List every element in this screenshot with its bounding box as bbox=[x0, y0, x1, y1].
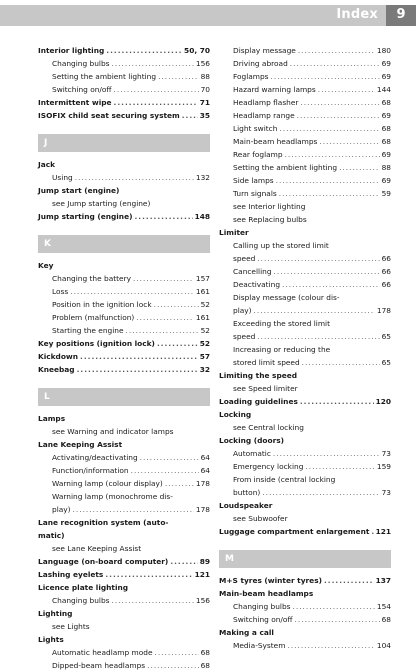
leader-dots bbox=[290, 57, 380, 70]
entry-text: see Replacing bulbs bbox=[233, 215, 307, 224]
header-title-bar bbox=[0, 5, 386, 26]
leader-dots bbox=[136, 311, 194, 324]
leader-dots bbox=[371, 525, 373, 538]
index-entry[interactable] bbox=[38, 210, 210, 223]
page-reference: 157 bbox=[195, 274, 210, 283]
leader-dots bbox=[165, 477, 194, 490]
leader-dots bbox=[276, 174, 380, 187]
entry-text: play) bbox=[52, 505, 71, 514]
index-entry[interactable] bbox=[38, 350, 210, 363]
index-entry[interactable] bbox=[38, 96, 210, 109]
entry-text: Locking (doors) bbox=[219, 436, 284, 445]
leader-dots bbox=[271, 70, 380, 83]
index-subentry[interactable] bbox=[219, 148, 391, 161]
index-entry[interactable] bbox=[38, 44, 210, 57]
index-subentry[interactable] bbox=[219, 57, 391, 70]
entry-text: Key positions (ignition lock) bbox=[38, 339, 155, 348]
page-number: 9 bbox=[396, 7, 406, 22]
leader-dots bbox=[305, 460, 375, 473]
index-subentry[interactable] bbox=[38, 324, 210, 337]
index-subentry[interactable] bbox=[219, 278, 391, 291]
index-subentry[interactable] bbox=[38, 503, 210, 516]
leader-dots bbox=[300, 395, 374, 408]
entry-text: Lighting bbox=[38, 609, 73, 618]
entry-text: Problem (malfunction) bbox=[52, 313, 135, 322]
page-reference: 156 bbox=[195, 596, 210, 605]
page-reference: 52 bbox=[200, 326, 210, 335]
index-entry[interactable] bbox=[219, 434, 391, 447]
leader-dots bbox=[257, 330, 379, 343]
index-subentry[interactable] bbox=[38, 311, 210, 324]
entry-text: Loading guidelines bbox=[219, 397, 298, 406]
page-reference: 132 bbox=[195, 173, 210, 182]
entry-text: Increasing or reducing the bbox=[233, 345, 331, 354]
index-entry[interactable] bbox=[38, 568, 210, 581]
page-reference: 88 bbox=[200, 72, 210, 81]
leader-dots bbox=[319, 135, 379, 148]
entry-text: Limiting the speed bbox=[219, 371, 298, 380]
page-header bbox=[0, 0, 416, 30]
index-subentry[interactable] bbox=[219, 356, 391, 369]
entry-text: see Speed limiter bbox=[233, 384, 298, 393]
index-entry[interactable] bbox=[38, 633, 210, 646]
index-subentry[interactable] bbox=[219, 187, 391, 200]
entry-text: Media-System bbox=[233, 641, 286, 650]
page-reference: 161 bbox=[195, 287, 210, 296]
leader-dots bbox=[131, 464, 199, 477]
index-subentry[interactable] bbox=[38, 620, 210, 633]
entry-text: Calling up the stored limit bbox=[233, 241, 329, 250]
page-reference: 137 bbox=[375, 576, 391, 585]
entry-text: Position in the ignition lock bbox=[52, 300, 152, 309]
leader-dots bbox=[73, 503, 194, 516]
index-entry[interactable] bbox=[38, 438, 210, 451]
index-entry[interactable] bbox=[38, 555, 210, 568]
entry-text: Changing bulbs bbox=[52, 596, 110, 605]
index-subentry[interactable] bbox=[219, 330, 391, 343]
page-reference: 65 bbox=[381, 358, 391, 367]
index-column-right bbox=[219, 44, 391, 652]
entry-text: ISOFIX child seat securing system bbox=[38, 111, 180, 120]
leader-dots bbox=[157, 337, 198, 350]
page-reference: 57 bbox=[199, 352, 210, 361]
entry-text: Hazard warning lamps bbox=[233, 85, 316, 94]
page-reference: 52 bbox=[200, 300, 210, 309]
leader-dots bbox=[147, 659, 198, 672]
page-reference: 159 bbox=[376, 462, 391, 471]
leader-dots bbox=[300, 96, 379, 109]
entry-text: stored limit speed bbox=[233, 358, 300, 367]
index-subentry[interactable] bbox=[38, 70, 210, 83]
index-subentry[interactable] bbox=[219, 382, 391, 395]
index-entry[interactable] bbox=[219, 499, 391, 512]
page-reference: 178 bbox=[195, 479, 210, 488]
entry-text: Loudspeaker bbox=[219, 501, 273, 510]
index-subentry[interactable] bbox=[219, 135, 391, 148]
leader-dots bbox=[293, 600, 375, 613]
page-reference: 68 bbox=[381, 124, 391, 133]
entry-text: Rear foglamp bbox=[233, 150, 283, 159]
entry-text: Warning lamp (monochrome dis- bbox=[52, 492, 173, 501]
index-subentry[interactable] bbox=[38, 659, 210, 672]
page-number-box bbox=[386, 5, 416, 26]
index-entry[interactable] bbox=[219, 626, 391, 639]
index-subentry[interactable] bbox=[219, 613, 391, 626]
index-subentry[interactable] bbox=[38, 490, 210, 503]
leader-dots bbox=[140, 451, 199, 464]
index-entry[interactable] bbox=[219, 587, 391, 600]
page-reference: 180 bbox=[376, 46, 391, 55]
index-entry[interactable] bbox=[219, 226, 391, 239]
leader-dots bbox=[254, 304, 375, 317]
page-reference: 178 bbox=[195, 505, 210, 514]
entry-text: Headlamp flasher bbox=[233, 98, 299, 107]
leader-dots bbox=[126, 324, 199, 337]
entry-text: Changing bulbs bbox=[233, 602, 291, 611]
page-title: Index bbox=[336, 7, 378, 22]
page-reference: 50, 70 bbox=[184, 46, 210, 55]
section-spacer bbox=[38, 122, 210, 132]
index-subentry[interactable] bbox=[38, 594, 210, 607]
entry-text: Lane Keeping Assist bbox=[38, 440, 123, 449]
page-reference: 69 bbox=[381, 111, 391, 120]
index-entry[interactable] bbox=[38, 109, 210, 122]
entry-text: Switching on/off bbox=[52, 85, 112, 94]
index-entry[interactable] bbox=[38, 607, 210, 620]
index-entry[interactable] bbox=[219, 395, 391, 408]
index-subentry[interactable] bbox=[38, 464, 210, 477]
page-reference: 88 bbox=[381, 163, 391, 172]
index-subentry[interactable] bbox=[219, 473, 391, 486]
index-subentry[interactable] bbox=[38, 272, 210, 285]
page-reference: 70 bbox=[200, 85, 210, 94]
index-entry[interactable] bbox=[38, 337, 210, 350]
page-reference: 65 bbox=[381, 332, 391, 341]
page-reference: 120 bbox=[375, 397, 391, 406]
index-subentry[interactable] bbox=[38, 542, 210, 555]
entry-text: Emergency locking bbox=[233, 462, 304, 471]
index-subentry[interactable] bbox=[38, 171, 210, 184]
section-spacer bbox=[219, 538, 391, 548]
entry-text: Display message (colour dis- bbox=[233, 293, 340, 302]
leader-dots bbox=[298, 44, 375, 57]
page-reference: 66 bbox=[381, 267, 391, 276]
entry-text: Loss bbox=[52, 287, 69, 296]
page-reference: 68 bbox=[381, 615, 391, 624]
leader-dots bbox=[77, 363, 198, 376]
index-subentry[interactable] bbox=[219, 512, 391, 525]
index-subentry[interactable] bbox=[219, 239, 391, 252]
index-subentry[interactable] bbox=[38, 477, 210, 490]
index-entry[interactable] bbox=[38, 581, 210, 594]
index-subentry[interactable] bbox=[219, 600, 391, 613]
index-subentry[interactable] bbox=[38, 197, 210, 210]
entry-text: button) bbox=[233, 488, 261, 497]
section-spacer bbox=[38, 376, 210, 386]
page-reference: 64 bbox=[200, 453, 210, 462]
entry-text: Switching on/off bbox=[233, 615, 293, 624]
entry-text: Language (on-board computer) bbox=[38, 557, 169, 566]
index-subentry[interactable] bbox=[219, 447, 391, 460]
entry-text: Changing bulbs bbox=[52, 59, 110, 68]
page-reference: 89 bbox=[199, 557, 210, 566]
section-letter-header: K bbox=[38, 235, 210, 253]
entry-text: Dipped-beam headlamps bbox=[52, 661, 146, 670]
index-subentry[interactable] bbox=[219, 252, 391, 265]
entry-text: Main-beam headlamps bbox=[219, 589, 314, 598]
entry-text: Intermittent wipe bbox=[38, 98, 112, 107]
entry-text: Licence plate lighting bbox=[38, 583, 129, 592]
entry-text: see Lights bbox=[52, 622, 90, 631]
page-reference: 121 bbox=[375, 527, 391, 536]
leader-dots bbox=[274, 265, 380, 278]
entry-text: Display message bbox=[233, 46, 296, 55]
entry-text: Setting the ambient lighting bbox=[233, 163, 338, 172]
leader-dots bbox=[170, 555, 197, 568]
leader-dots bbox=[114, 83, 199, 96]
entry-text: Kneebag bbox=[38, 365, 75, 374]
index-subentry[interactable] bbox=[219, 343, 391, 356]
index-subentry[interactable] bbox=[38, 57, 210, 70]
page-reference: 52 bbox=[199, 339, 210, 348]
index-entry[interactable] bbox=[219, 408, 391, 421]
leader-dots bbox=[70, 285, 194, 298]
page-reference: 69 bbox=[381, 150, 391, 159]
index-subentry[interactable] bbox=[219, 122, 391, 135]
leader-dots bbox=[285, 148, 380, 161]
entry-text: Lights bbox=[38, 635, 64, 644]
index-subentry[interactable] bbox=[219, 265, 391, 278]
entry-text: Main-beam headlamps bbox=[233, 137, 318, 146]
leader-dots bbox=[134, 210, 192, 223]
index-entry[interactable] bbox=[219, 525, 391, 538]
index-entry[interactable] bbox=[219, 369, 391, 382]
index-subentry[interactable] bbox=[219, 486, 391, 499]
entry-text: Warning lamp (colour display) bbox=[52, 479, 163, 488]
page-reference: 121 bbox=[194, 570, 210, 579]
page-reference: 71 bbox=[199, 98, 210, 107]
entry-text: matic) bbox=[38, 531, 65, 540]
index-entry[interactable] bbox=[219, 574, 391, 587]
entry-text: Turn signals bbox=[233, 189, 277, 198]
entry-text: Function/information bbox=[52, 466, 129, 475]
entry-text: Kickdown bbox=[38, 352, 79, 361]
leader-dots bbox=[155, 646, 199, 659]
index-entry[interactable] bbox=[38, 158, 210, 171]
entry-text: Headlamp range bbox=[233, 111, 295, 120]
page-reference: 32 bbox=[199, 365, 210, 374]
leader-dots bbox=[75, 171, 194, 184]
entry-text: Automatic headlamp mode bbox=[52, 648, 153, 657]
index-entry[interactable] bbox=[38, 259, 210, 272]
page-reference: 68 bbox=[200, 648, 210, 657]
index-subentry[interactable] bbox=[219, 96, 391, 109]
entry-text: Limiter bbox=[219, 228, 249, 237]
leader-dots bbox=[282, 278, 380, 291]
leader-dots bbox=[112, 594, 194, 607]
entry-text: Automatic bbox=[233, 449, 271, 458]
index-subentry[interactable] bbox=[219, 317, 391, 330]
entry-text: Locking bbox=[219, 410, 252, 419]
page-reference: 161 bbox=[195, 313, 210, 322]
entry-text: Lane recognition system (auto- bbox=[38, 518, 169, 527]
page-reference: 69 bbox=[381, 59, 391, 68]
index-subentry[interactable] bbox=[38, 646, 210, 659]
index-subentry[interactable] bbox=[219, 174, 391, 187]
page-reference: 148 bbox=[194, 212, 210, 221]
page-reference: 69 bbox=[381, 176, 391, 185]
entry-text: speed bbox=[233, 254, 256, 263]
index-subentry[interactable] bbox=[219, 213, 391, 226]
page-reference: 156 bbox=[195, 59, 210, 68]
page-reference: 35 bbox=[199, 111, 210, 120]
page-reference: 69 bbox=[381, 72, 391, 81]
index-column-left bbox=[38, 44, 210, 672]
section-letter-header: J bbox=[38, 134, 210, 152]
page-reference: 144 bbox=[376, 85, 391, 94]
leader-dots bbox=[106, 44, 182, 57]
index-subentry[interactable] bbox=[38, 298, 210, 311]
index-subentry[interactable] bbox=[219, 304, 391, 317]
entry-text: see Jump starting (engine) bbox=[52, 199, 151, 208]
entry-text: Interior lighting bbox=[38, 46, 105, 55]
leader-dots bbox=[133, 272, 194, 285]
entry-text: see Central locking bbox=[233, 423, 304, 432]
entry-text: M+S tyres (winter tyres) bbox=[219, 576, 322, 585]
section-letter-header: M bbox=[219, 550, 391, 568]
index-subentry[interactable] bbox=[219, 70, 391, 83]
leader-dots bbox=[112, 57, 194, 70]
entry-text: Luggage compartment enlargement bbox=[219, 527, 370, 536]
entry-text: Jack bbox=[38, 160, 56, 169]
entry-text: Light switch bbox=[233, 124, 278, 133]
entry-text: Making a call bbox=[219, 628, 274, 637]
leader-dots bbox=[324, 574, 374, 587]
entry-text: Deactivating bbox=[233, 280, 281, 289]
leader-dots bbox=[158, 70, 199, 83]
entry-text: see Interior lighting bbox=[233, 202, 306, 211]
index-entry[interactable] bbox=[38, 529, 210, 542]
page-reference: 68 bbox=[200, 661, 210, 670]
entry-text: Jump start (engine) bbox=[38, 186, 120, 195]
index-subentry[interactable] bbox=[219, 460, 391, 473]
page-reference: 73 bbox=[381, 488, 391, 497]
index-subentry[interactable] bbox=[219, 291, 391, 304]
section-spacer bbox=[38, 223, 210, 233]
page-reference: 66 bbox=[381, 280, 391, 289]
entry-text: Cancelling bbox=[233, 267, 272, 276]
entry-text: see Warning and indicator lamps bbox=[52, 427, 174, 436]
page-reference: 59 bbox=[381, 189, 391, 198]
leader-dots bbox=[257, 252, 379, 265]
leader-dots bbox=[295, 613, 380, 626]
page-reference: 68 bbox=[381, 98, 391, 107]
index-subentry[interactable] bbox=[38, 83, 210, 96]
entry-text: Foglamps bbox=[233, 72, 269, 81]
leader-dots bbox=[105, 568, 192, 581]
index-subentry[interactable] bbox=[38, 451, 210, 464]
entry-text: Lashing eyelets bbox=[38, 570, 104, 579]
index-subentry[interactable] bbox=[219, 161, 391, 174]
entry-text: see Lane Keeping Assist bbox=[52, 544, 142, 553]
entry-text: play) bbox=[233, 306, 252, 315]
leader-dots bbox=[318, 83, 375, 96]
leader-dots bbox=[339, 161, 380, 174]
leader-dots bbox=[279, 122, 379, 135]
index-subentry[interactable] bbox=[219, 639, 391, 652]
index-subentry[interactable] bbox=[219, 109, 391, 122]
page-reference: 66 bbox=[381, 254, 391, 263]
leader-dots bbox=[273, 447, 380, 460]
leader-dots bbox=[279, 187, 380, 200]
section-letter-header: L bbox=[38, 388, 210, 406]
entry-text: From inside (central locking bbox=[233, 475, 336, 484]
entry-text: Setting the ambient lighting bbox=[52, 72, 157, 81]
leader-dots bbox=[262, 486, 379, 499]
entry-text: Starting the engine bbox=[52, 326, 124, 335]
entry-text: see Subwoofer bbox=[233, 514, 288, 523]
index-subentry[interactable] bbox=[219, 200, 391, 213]
entry-text: Lamps bbox=[38, 414, 66, 423]
entry-text: Activating/deactivating bbox=[52, 453, 138, 462]
index-entry[interactable] bbox=[38, 412, 210, 425]
entry-text: Using bbox=[52, 173, 73, 182]
page-reference: 73 bbox=[381, 449, 391, 458]
index-subentry[interactable] bbox=[38, 285, 210, 298]
index-entry[interactable] bbox=[38, 516, 210, 529]
leader-dots bbox=[302, 356, 380, 369]
leader-dots bbox=[182, 109, 198, 122]
leader-dots bbox=[80, 350, 198, 363]
entry-text: Side lamps bbox=[233, 176, 274, 185]
index-subentry[interactable] bbox=[219, 83, 391, 96]
index-entry[interactable] bbox=[38, 184, 210, 197]
index-entry[interactable] bbox=[38, 363, 210, 376]
page-reference: 64 bbox=[200, 466, 210, 475]
entry-text: Exceeding the stored limit bbox=[233, 319, 331, 328]
leader-dots bbox=[114, 96, 198, 109]
page-reference: 104 bbox=[376, 641, 391, 650]
page-reference: 178 bbox=[376, 306, 391, 315]
index-subentry[interactable] bbox=[219, 421, 391, 434]
leader-dots bbox=[154, 298, 199, 311]
leader-dots bbox=[287, 639, 374, 652]
leader-dots bbox=[297, 109, 380, 122]
entry-text: Jump starting (engine) bbox=[38, 212, 133, 221]
entry-text: Driving abroad bbox=[233, 59, 288, 68]
page-reference: 154 bbox=[376, 602, 391, 611]
index-subentry[interactable] bbox=[38, 425, 210, 438]
index-subentry[interactable] bbox=[219, 44, 391, 57]
entry-text: Key bbox=[38, 261, 54, 270]
page-reference: 68 bbox=[381, 137, 391, 146]
entry-text: speed bbox=[233, 332, 256, 341]
entry-text: Changing the battery bbox=[52, 274, 131, 283]
